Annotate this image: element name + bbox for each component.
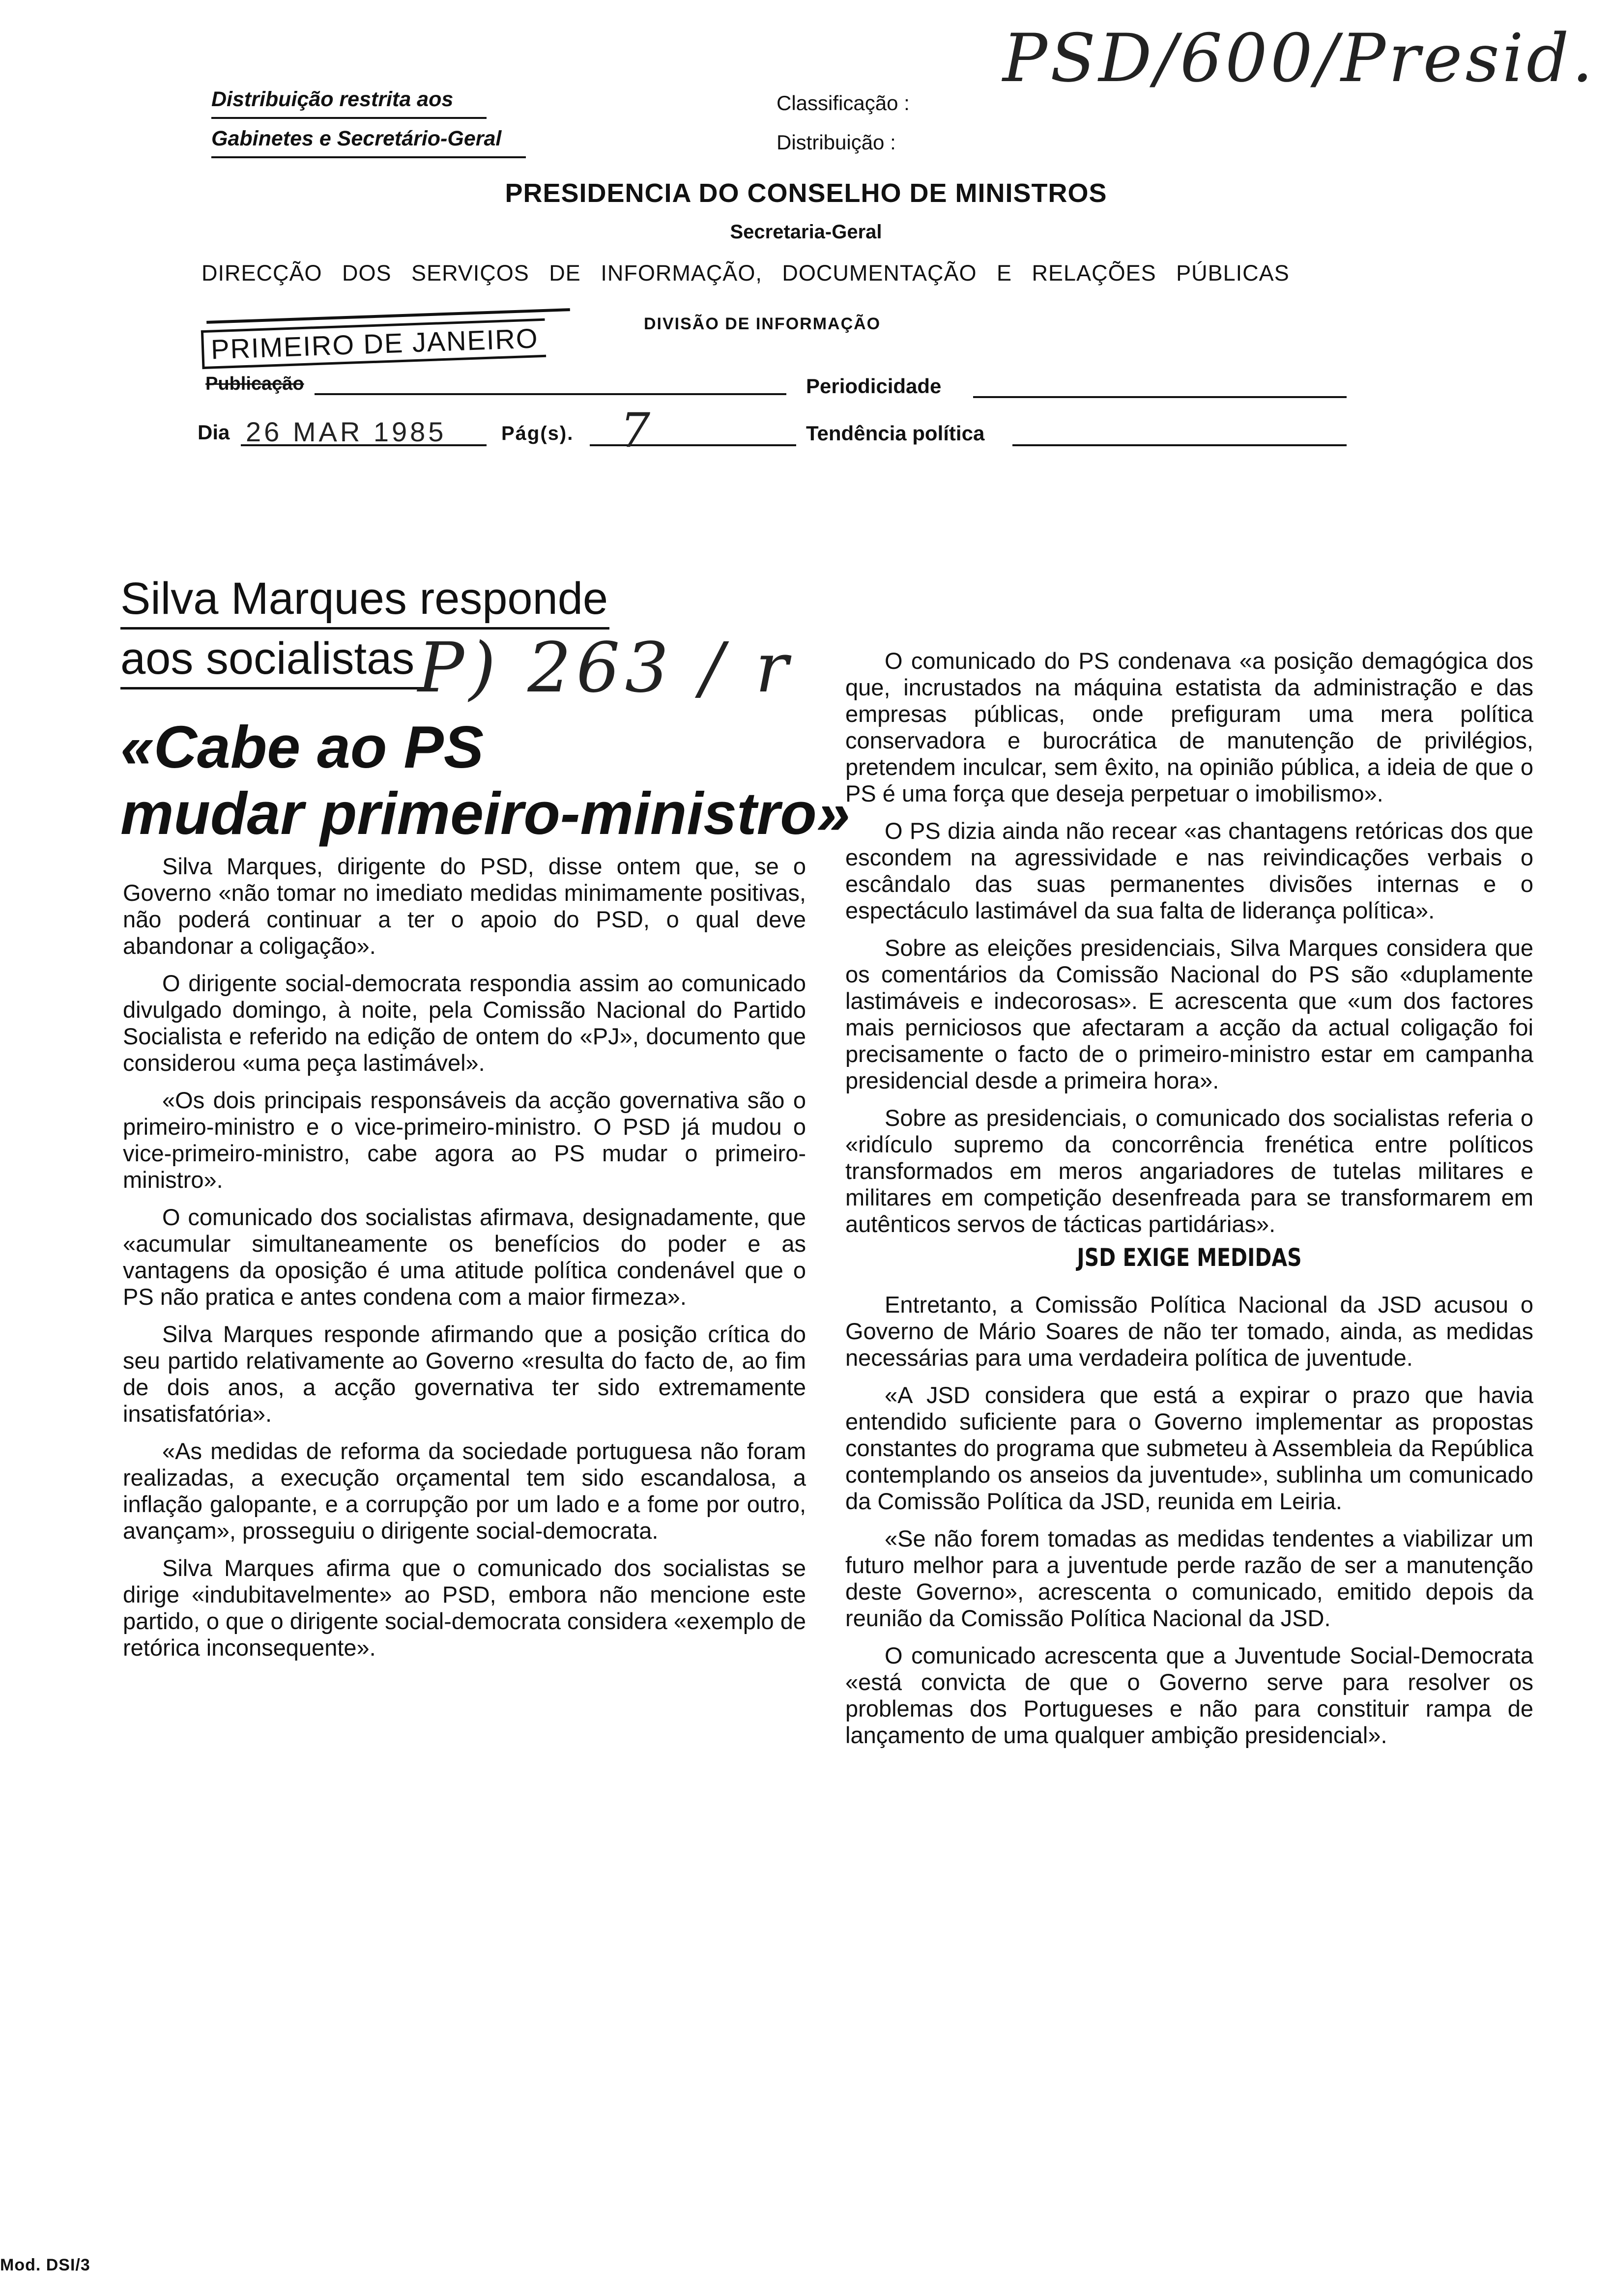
jsd-section <box>845 1292 1533 1749</box>
form-code: Mod. DSI/3 <box>0 2256 90 2274</box>
handwritten-archive-note: P) 263 / r <box>418 628 793 708</box>
org-subtitle: Secretaria-Geral <box>730 221 882 243</box>
periodicidade-line <box>973 396 1347 398</box>
article-headline-line1: «Cabe ao PS <box>120 714 484 780</box>
restricted-distribution-line2: Gabinetes e Secretário-Geral <box>211 127 502 150</box>
restricted-underline-1 <box>211 117 487 119</box>
publicacao-line <box>315 393 786 395</box>
jsd-paragraph: Entretanto, a Comissão Política Nacional da JSD acusou o Governo de Mário Soares de não ter tomado, ainda, as medidas necessárias para uma verdadeira política de juventude. <box>845 1292 1533 1371</box>
left-paragraph: Silva Marques afirma que o comunicado dos socialistas se dirige «indubitavelmente» ao PSD, embora não mencione este partido, o que o dirigente social-democrata considera «exemplo de retórica inconsequente». <box>123 1555 806 1661</box>
handwritten-reference: PSD/600/Presid. <box>1003 20 1596 97</box>
article-left-column <box>123 853 806 1661</box>
article-kicker-line1: Silva Marques responde <box>120 574 609 630</box>
division-label: DIVISÃO DE INFORMAÇÃO <box>644 315 881 333</box>
dia-date-stamp: 26 MAR 1985 <box>246 416 447 447</box>
publication-stamp: PRIMEIRO DE JANEIRO <box>201 318 546 369</box>
left-paragraph: Silva Marques responde afirmando que a posição crítica do seu partido relativamente ao Governo «resulta do facto de, ao fim de dois anos, a acção governativa ter sido extremamente insatisfatória». <box>123 1321 806 1427</box>
publicacao-label: Publicação <box>205 373 304 394</box>
left-paragraph: «As medidas de reforma da sociedade portuguesa não foram realizadas, a execução orçamental tem sido escandalosa, a inflação galopante, e a corrupção por um lado e a fome por outro, avançam», prosseguiu o dirigente social-democrata. <box>123 1438 806 1544</box>
distribuicao-label: Distribuição : <box>777 131 896 154</box>
directorate-line: DIRECÇÃO DOS SERVIÇOS DE INFORMAÇÃO, DOCUMENTAÇÃO E RELAÇÕES PÚBLICAS <box>202 260 1290 286</box>
jsd-paragraph: «A JSD considera que está a expirar o prazo que havia entendido suficiente para o Governo implementar as propostas constantes do programa que submeteu à Assembleia da República contemplando os anseios da juventude», sublinha um comunicado da Comissão Política da JSD, reunida em Leiria. <box>845 1382 1533 1514</box>
article-right-column <box>845 648 1533 1237</box>
pags-label: Pág(s). <box>501 423 574 444</box>
periodicidade-label: Periodicidade <box>806 374 942 398</box>
left-paragraph: O comunicado dos socialistas afirmava, designadamente, que «acumular simultaneamente os benefícios do poder e as vantagens da oposição é uma atitude política condenável que o PS não pratica e antes condena com a maior firmeza». <box>123 1204 806 1310</box>
org-title: PRESIDENCIA DO CONSELHO DE MINISTROS <box>505 178 1107 208</box>
right-paragraph: O PS dizia ainda não recear «as chantagens retóricas dos que escondem na agressividade e nas reivindicações verbais o escândalo das suas permanentes divisões internas e o espectáculo lastimável da sua falta de liderança política». <box>845 818 1533 923</box>
dia-label: Dia <box>198 421 230 444</box>
right-paragraph: O comunicado do PS condenava «a posição demagógica dos que, incrustados na máquina estatista da administração e das empresas públicas, onde prefiguram uma mera política conservadora e burocrática de manutenção de privilégios, pretendem inculcar, sem êxito, na opinião pública, a ideia de que o PS é uma força que deseja perpetuar o imobilismo». <box>845 648 1533 806</box>
pags-handwritten-value: 7 <box>620 403 651 458</box>
jsd-paragraph: «Se não forem tomadas as medidas tendentes a viabilizar um futuro melhor para a juventude perde razão de ser a manutenção deste Governo», acrescenta o comunicado, emitido depois da reunião da Comissão Política Nacional da JSD. <box>845 1525 1533 1631</box>
right-paragraph: Sobre as presidenciais, o comunicado dos socialistas referia o «ridículo supremo da concorrência frenética entre políticos transformados em meros angariadores de tutelas militares e militares em competição desenfreada para se transformarem em autênticos servos de tácticas partidárias». <box>845 1105 1533 1237</box>
jsd-subhead: JSD EXIGE MEDIDAS <box>1077 1243 1302 1272</box>
tendencia-line <box>1012 444 1347 446</box>
article-kicker-line2: aos socialistas <box>120 634 425 689</box>
tendencia-label: Tendência política <box>806 422 985 445</box>
right-paragraph: Sobre as eleições presidenciais, Silva Marques considera que os comentários da Comissão Nacional do PS são «duplamente lastimáveis e indecorosas». E acrescenta que «um dos factores mais perniciosos que afectaram a acção da actual coligação foi precisamente o facto de o primeiro-ministro estar em campanha presidencial desde a primeira hora». <box>845 935 1533 1093</box>
left-paragraph: Silva Marques, dirigente do PSD, disse ontem que, se o Governo «não tomar no imediato medidas minimamente positivas, não poderá continuar a ter o apoio do PSD, o qual deve abandonar a coligação». <box>123 853 806 959</box>
left-paragraph: O dirigente social-democrata respondia assim ao comunicado divulgado domingo, à noite, pela Comissão Nacional do Partido Socialista e referido na edição de ontem do «PJ», documento que considerou «uma peça lastimável». <box>123 970 806 1076</box>
restricted-distribution-line1: Distribuição restrita aos <box>211 87 454 111</box>
classificacao-label: Classificação : <box>777 91 910 115</box>
left-paragraph: «Os dois principais responsáveis da acção governativa são o primeiro-ministro e o vice-primeiro-ministro. O PSD já mudou o vice-primeiro-ministro, cabe agora ao PS mudar o primeiro-ministro». <box>123 1087 806 1193</box>
jsd-paragraph: O comunicado acrescenta que a Juventude Social-Democrata «está convicta de que o Governo serve para resolver os problemas dos Portugueses e não para constituir rampa de lançamento de uma qualquer ambição presidencial». <box>845 1642 1533 1748</box>
restricted-underline-2 <box>211 156 526 158</box>
article-headline-line2: mudar primeiro-ministro» <box>120 780 850 847</box>
